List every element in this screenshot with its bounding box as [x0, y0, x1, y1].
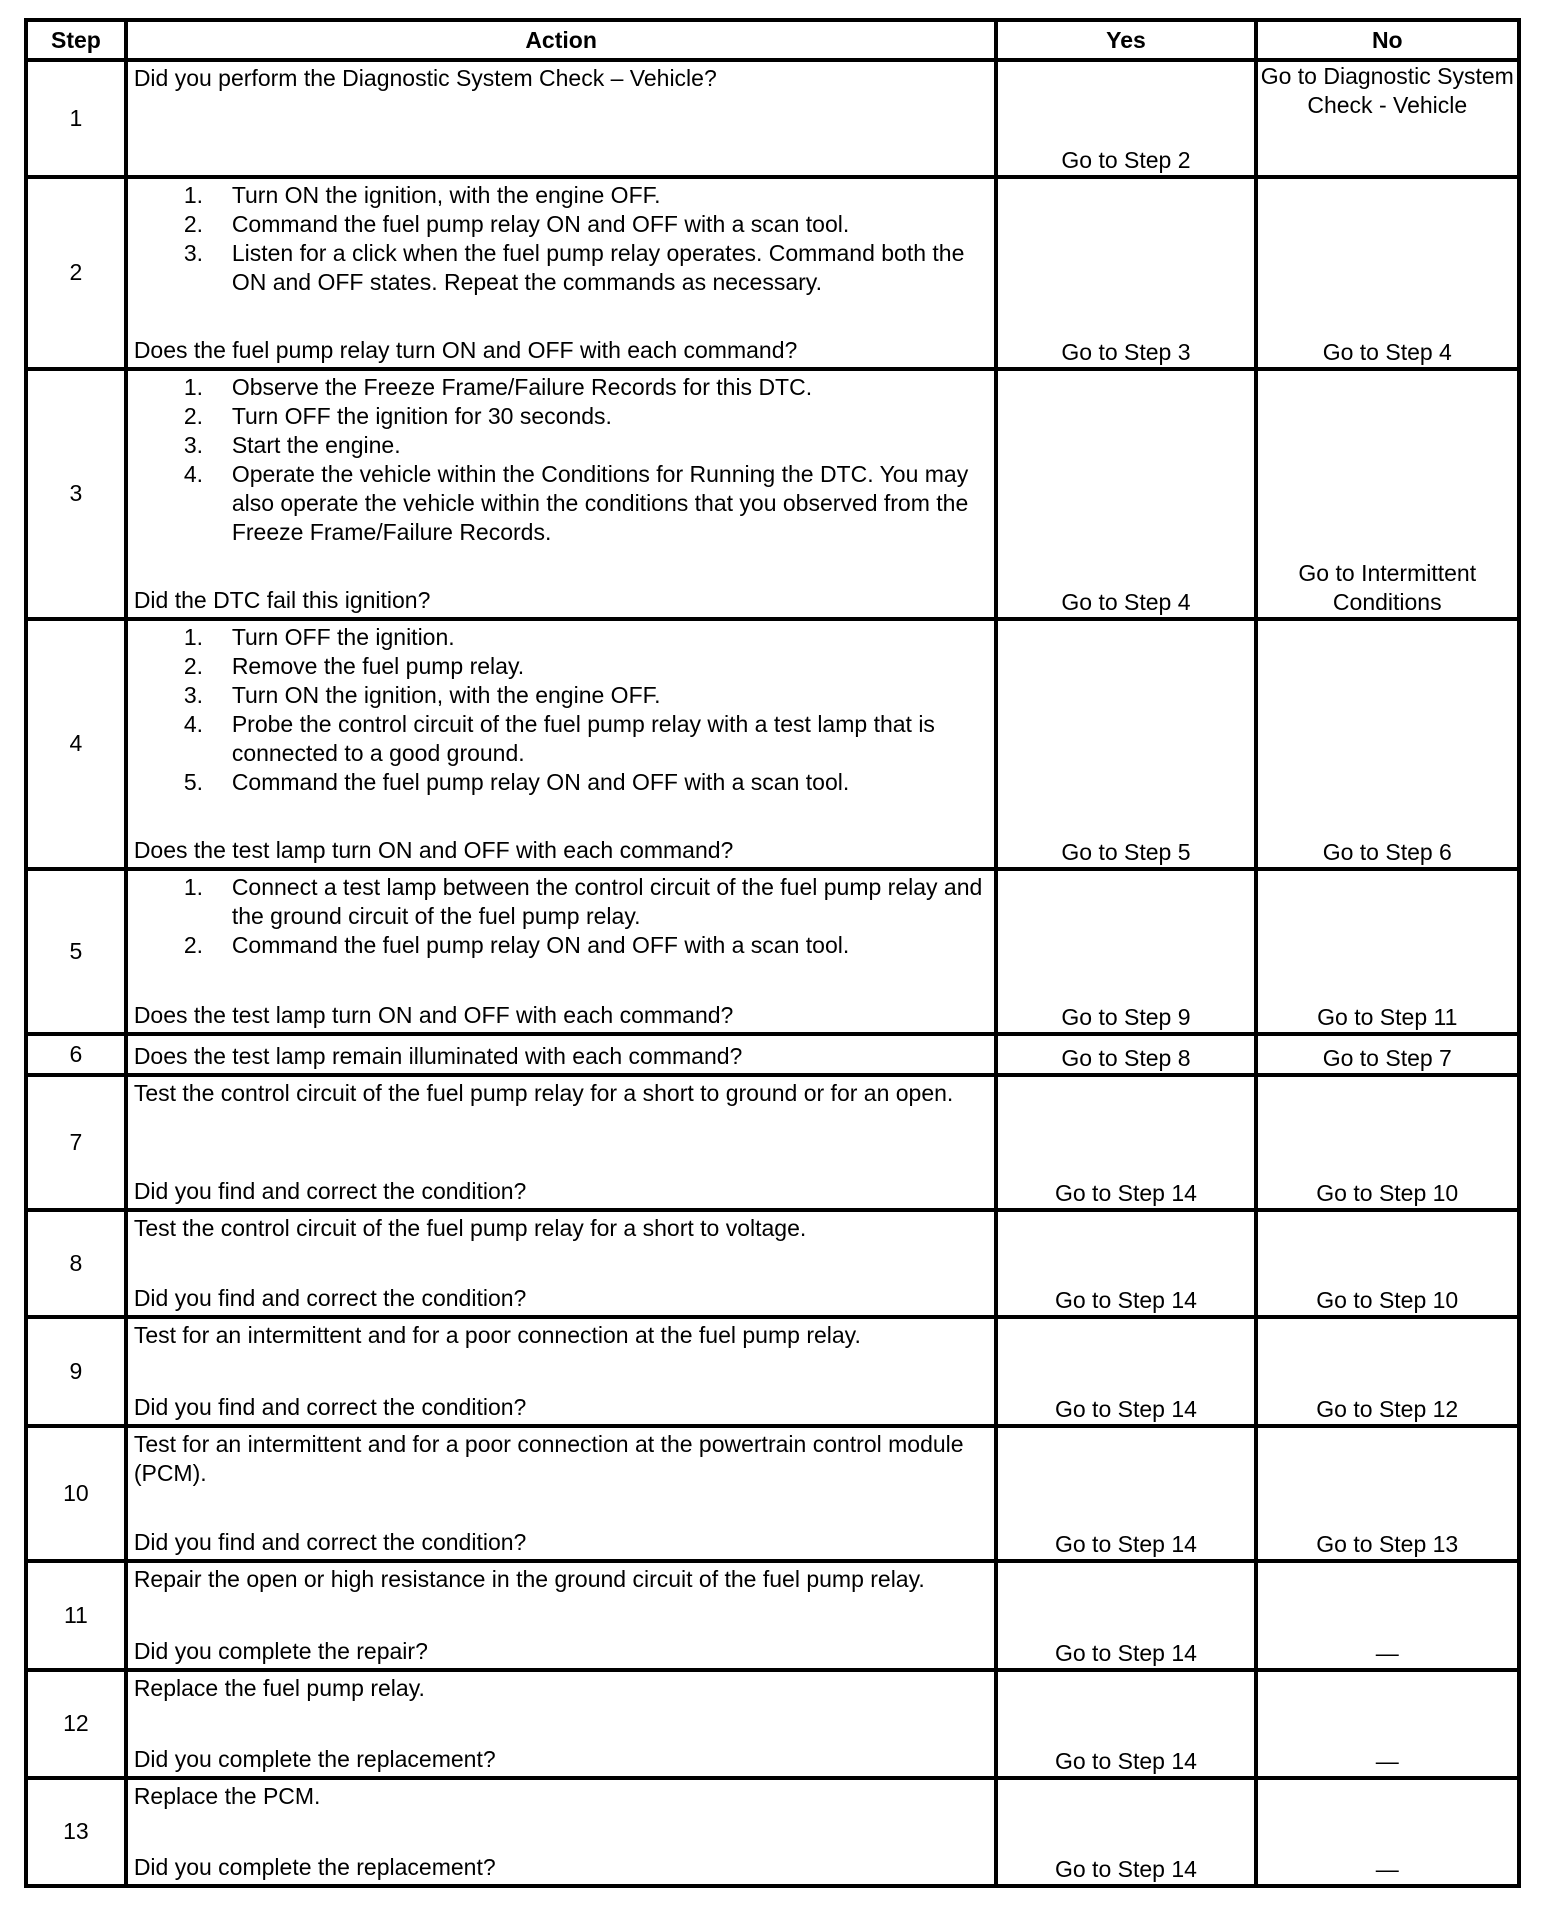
table-row — [26, 60, 1519, 177]
action-question: Did you complete the replacement? — [133, 1745, 496, 1772]
action-instructions — [134, 64, 989, 93]
step-number: 11 — [26, 1561, 126, 1669]
step-number: 6 — [26, 1034, 126, 1075]
procedure-item — [134, 768, 989, 797]
action-cell — [126, 1561, 997, 1669]
procedure-item-text: Command the fuel pump relay ON and OFF with a scan tool. — [231, 210, 850, 237]
yes-result: Go to Step 2 — [996, 60, 1255, 177]
action-instructions — [134, 1782, 989, 1811]
procedure-item-text: Remove the fuel pump relay. — [231, 652, 525, 679]
action-cell — [126, 177, 997, 369]
action-text: Repair the open or high resistance in the ground circuit of the fuel pump relay. — [133, 1566, 925, 1593]
no-result: Go to Intermittent Conditions — [1256, 369, 1519, 619]
procedure-item — [134, 210, 989, 239]
action-cell — [126, 1426, 997, 1562]
procedure-item-text: Start the engine. — [231, 431, 401, 458]
yes-result: Go to Step 14 — [996, 1778, 1255, 1886]
procedure-item — [134, 623, 989, 652]
procedure-list — [134, 373, 989, 547]
header-no: No — [1256, 20, 1519, 60]
procedure-item — [134, 710, 989, 768]
action-instructions — [134, 1565, 989, 1594]
procedure-item — [134, 931, 989, 960]
no-result: Go to Step 6 — [1256, 619, 1519, 869]
action-cell — [126, 619, 997, 869]
procedure-item-number: 2. — [183, 210, 203, 237]
table-row — [26, 177, 1519, 369]
action-question: Did you find and correct the condition? — [133, 1178, 527, 1205]
action-instructions — [134, 1214, 989, 1243]
procedure-item-text: Operate the vehicle within the Conditions for Running the DTC. You may also operate the vehicle within the conditions that you observed from the Freeze Frame/Failure Records. — [231, 460, 969, 545]
action-cell — [126, 60, 997, 177]
procedure-item-number: 1. — [183, 373, 203, 400]
action-instructions — [134, 873, 989, 960]
procedure-item-text: Command the fuel pump relay ON and OFF with a scan tool. — [231, 931, 850, 958]
yes-result: Go to Step 4 — [996, 369, 1255, 619]
action-question: Did you complete the repair? — [133, 1637, 428, 1664]
action-cell — [126, 1317, 997, 1425]
action-text: Test the control circuit of the fuel pump relay for a short to ground or for an open. — [133, 1079, 954, 1106]
action-instructions — [134, 181, 989, 297]
action-text: Did you perform the Diagnostic System Check – Vehicle? — [133, 65, 717, 91]
header-step: Step — [26, 20, 126, 60]
action-text: Replace the fuel pump relay. — [133, 1674, 425, 1701]
yes-result: Go to Step 14 — [996, 1210, 1255, 1317]
diagnostic-table — [24, 18, 1521, 1888]
procedure-list — [134, 623, 989, 797]
procedure-item-text: Listen for a click when the fuel pump relay operates. Command both the ON and OFF states. Repeat the commands as necessary. — [231, 239, 965, 295]
procedure-item — [134, 181, 989, 210]
action-question: Does the test lamp remain illuminated with each command? — [133, 1042, 743, 1069]
procedure-item-text: Observe the Freeze Frame/Failure Records for this DTC. — [231, 373, 813, 400]
table-row — [26, 1670, 1519, 1778]
table-row — [26, 619, 1519, 869]
step-number: 8 — [26, 1210, 126, 1317]
no-result: Go to Step 10 — [1256, 1075, 1519, 1211]
table-row — [26, 1317, 1519, 1425]
procedure-item-text: Turn OFF the ignition for 30 seconds. — [231, 402, 612, 429]
procedure-item-number: 4. — [183, 460, 203, 487]
no-result: — — [1256, 1670, 1519, 1778]
action-cell — [126, 1075, 997, 1211]
action-cell — [126, 1778, 997, 1886]
procedure-item-text: Turn ON the ignition, with the engine OFF. — [231, 181, 661, 208]
action-instructions — [134, 1079, 989, 1108]
procedure-item-text: Connect a test lamp between the control circuit of the fuel pump relay and the ground circuit of the fuel pump relay. — [231, 873, 983, 929]
action-text: Replace the PCM. — [133, 1782, 321, 1809]
procedure-item — [134, 402, 989, 431]
action-question: Does the test lamp turn ON and OFF with each command? — [133, 836, 734, 863]
step-number: 10 — [26, 1426, 126, 1562]
no-result: Go to Step 10 — [1256, 1210, 1519, 1317]
procedure-item-number: 3. — [183, 239, 203, 266]
no-result: Go to Step 11 — [1256, 869, 1519, 1034]
procedure-item-text: Turn OFF the ignition. — [231, 623, 455, 650]
action-instructions — [134, 373, 989, 547]
action-cell — [126, 1210, 997, 1317]
procedure-item — [134, 373, 989, 402]
procedure-item-number: 1. — [183, 181, 203, 208]
action-question: Did you find and correct the condition? — [133, 1529, 527, 1556]
action-text: Test for an intermittent and for a poor connection at the powertrain control module (PCM). — [133, 1430, 964, 1486]
yes-result: Go to Step 14 — [996, 1561, 1255, 1669]
procedure-item-text: Command the fuel pump relay ON and OFF with a scan tool. — [231, 768, 850, 795]
action-question: Did you find and correct the condition? — [133, 1393, 527, 1420]
step-number: 12 — [26, 1670, 126, 1778]
action-question: Does the fuel pump relay turn ON and OFF with each command? — [133, 336, 798, 363]
step-number: 3 — [26, 369, 126, 619]
procedure-item-text: Turn ON the ignition, with the engine OFF. — [231, 681, 661, 708]
action-instructions — [134, 1674, 989, 1703]
procedure-item-number: 5. — [183, 768, 203, 795]
yes-result: Go to Step 14 — [996, 1426, 1255, 1562]
procedure-item — [134, 681, 989, 710]
action-cell — [126, 869, 997, 1034]
step-number: 13 — [26, 1778, 126, 1886]
action-question: Did you complete the replacement? — [133, 1854, 496, 1880]
table-body — [26, 60, 1519, 1886]
yes-result: Go to Step 14 — [996, 1075, 1255, 1211]
no-result: Go to Step 13 — [1256, 1426, 1519, 1562]
action-question: Did the DTC fail this ignition? — [133, 586, 431, 613]
procedure-item-number: 2. — [183, 402, 203, 429]
step-number: 9 — [26, 1317, 126, 1425]
step-number: 5 — [26, 869, 126, 1034]
procedure-item — [134, 431, 989, 460]
table-row — [26, 1210, 1519, 1317]
procedure-item-number: 1. — [183, 873, 203, 900]
table-row — [26, 1561, 1519, 1669]
header-action: Action — [126, 20, 997, 60]
procedure-item — [134, 652, 989, 681]
table-row — [26, 1034, 1519, 1075]
procedure-item-number: 3. — [183, 431, 203, 458]
action-text: Test for an intermittent and for a poor connection at the fuel pump relay. — [133, 1322, 861, 1349]
step-number: 1 — [26, 60, 126, 177]
action-cell — [126, 1670, 997, 1778]
action-instructions — [134, 1321, 989, 1350]
procedure-item-number: 1. — [183, 623, 203, 650]
procedure-list — [134, 873, 989, 960]
table-row — [26, 1426, 1519, 1562]
action-instructions — [134, 1430, 989, 1488]
procedure-item — [134, 873, 989, 931]
yes-result: Go to Step 14 — [996, 1317, 1255, 1425]
no-result: Go to Step 4 — [1256, 177, 1519, 369]
header-yes: Yes — [996, 20, 1255, 60]
action-text: Test the control circuit of the fuel pump relay for a short to voltage. — [133, 1215, 807, 1242]
no-result: — — [1256, 1561, 1519, 1669]
no-result: Go to Step 12 — [1256, 1317, 1519, 1425]
yes-result: Go to Step 5 — [996, 619, 1255, 869]
procedure-item — [134, 460, 989, 547]
table-row — [26, 369, 1519, 619]
step-number: 7 — [26, 1075, 126, 1211]
table-row — [26, 1778, 1519, 1886]
procedure-item-number: 2. — [183, 931, 203, 958]
action-cell — [126, 369, 997, 619]
no-result: — — [1256, 1778, 1519, 1886]
step-number: 4 — [26, 619, 126, 869]
procedure-item-number: 4. — [183, 710, 203, 737]
action-question: Did you find and correct the condition? — [133, 1285, 527, 1312]
step-number: 2 — [26, 177, 126, 369]
table-row — [26, 1075, 1519, 1211]
table-row — [26, 869, 1519, 1034]
yes-result: Go to Step 8 — [996, 1034, 1255, 1075]
no-result: Go to Diagnostic System Check - Vehicle — [1256, 60, 1519, 177]
yes-result: Go to Step 3 — [996, 177, 1255, 369]
action-question: Does the test lamp turn ON and OFF with each command? — [133, 1001, 734, 1028]
procedure-item-text: Probe the control circuit of the fuel pump relay with a test lamp that is connected to a good ground. — [231, 710, 935, 766]
action-instructions — [134, 623, 989, 797]
action-cell — [126, 1034, 997, 1075]
procedure-list — [134, 181, 989, 297]
yes-result: Go to Step 9 — [996, 869, 1255, 1034]
procedure-item-number: 3. — [183, 681, 203, 708]
no-result: Go to Step 7 — [1256, 1034, 1519, 1075]
procedure-item — [134, 239, 989, 297]
yes-result: Go to Step 14 — [996, 1670, 1255, 1778]
header-row — [26, 20, 1519, 60]
procedure-item-number: 2. — [183, 652, 203, 679]
